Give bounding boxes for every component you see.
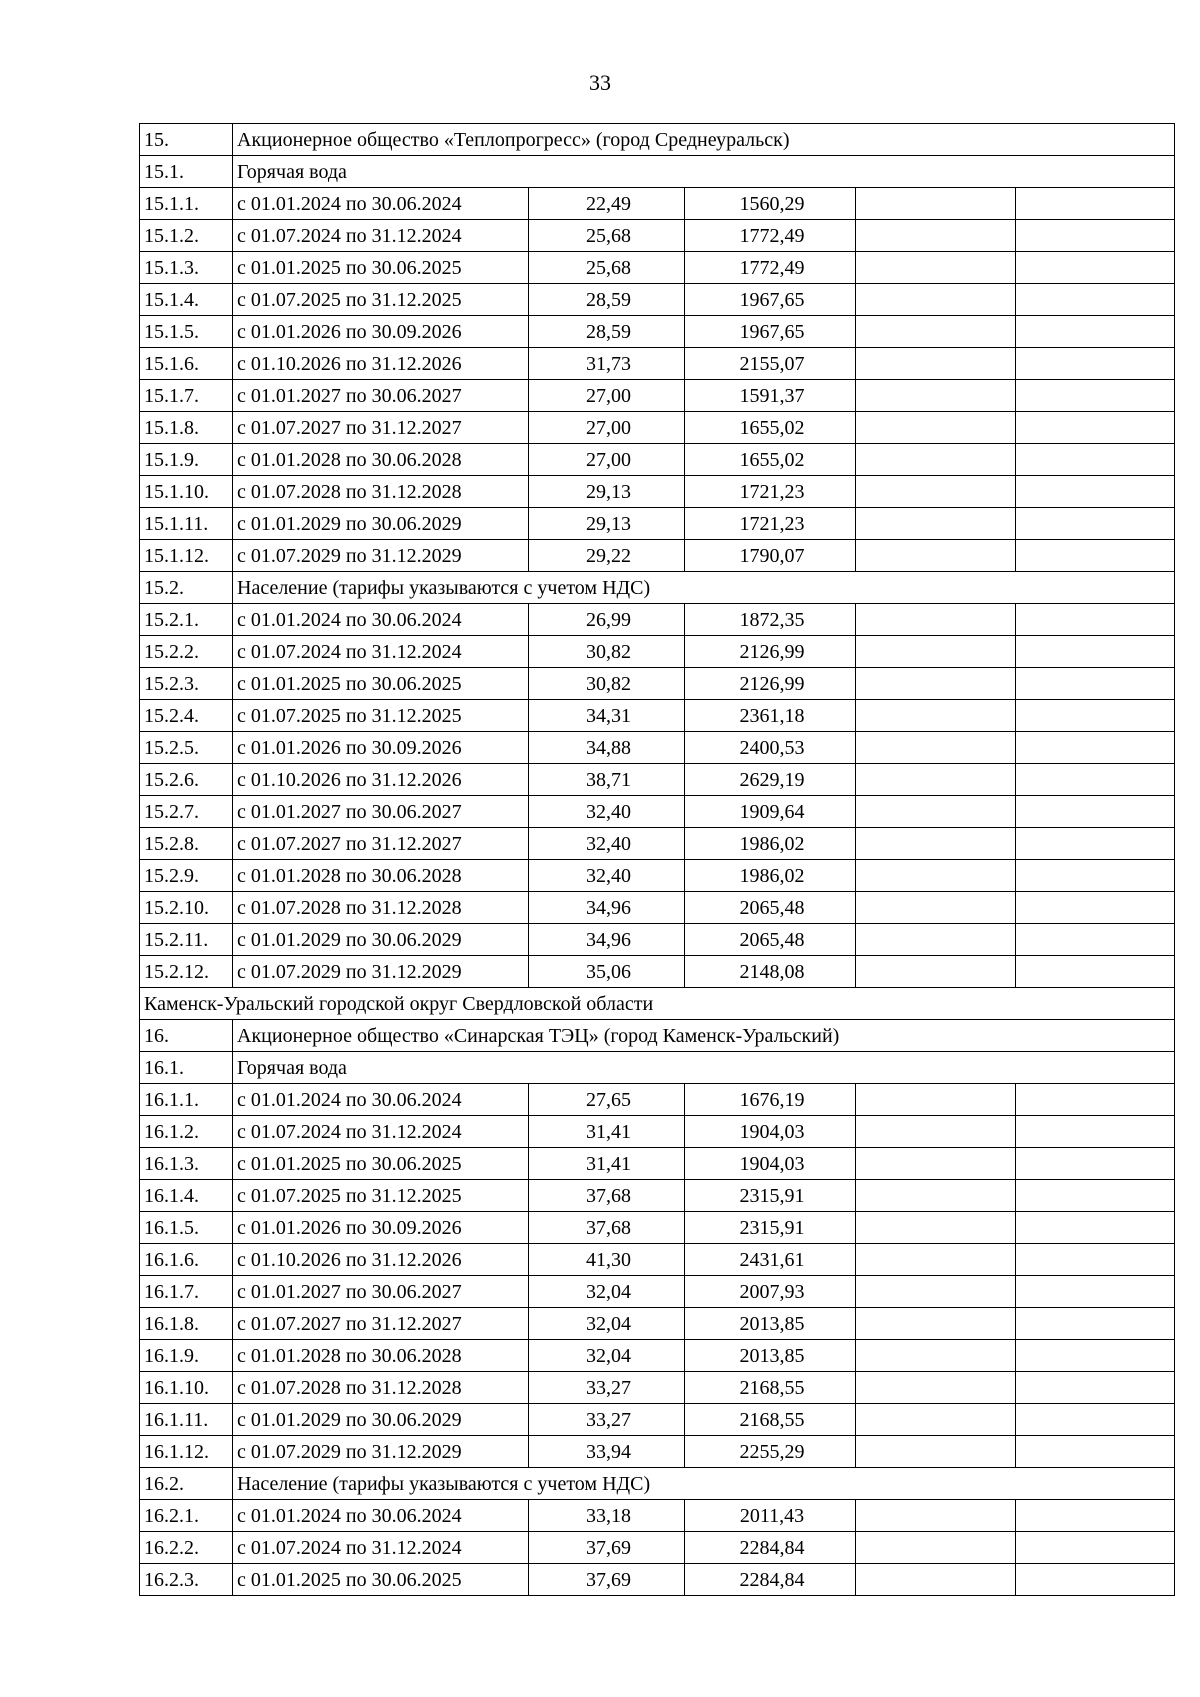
- rate-cell: 37,68: [529, 1212, 685, 1244]
- rate-cell: 29,13: [529, 508, 685, 540]
- tariff-cell: 1772,49: [685, 220, 856, 252]
- table-row: [140, 284, 1175, 316]
- tariff-cell: 2126,99: [685, 668, 856, 700]
- period-cell: с 01.10.2026 по 31.12.2026: [233, 764, 529, 796]
- empty-cell: [1016, 444, 1175, 476]
- table-row: [140, 924, 1175, 956]
- rate-cell: 27,00: [529, 380, 685, 412]
- empty-cell: [856, 892, 1016, 924]
- empty-cell: [856, 1116, 1016, 1148]
- period-cell: с 01.07.2029 по 31.12.2029: [233, 1436, 529, 1468]
- empty-cell: [856, 924, 1016, 956]
- empty-cell: [856, 444, 1016, 476]
- group-title: Горячая вода: [233, 1052, 1175, 1084]
- rate-cell: 31,41: [529, 1116, 685, 1148]
- empty-cell: [856, 1564, 1016, 1596]
- empty-cell: [1016, 476, 1175, 508]
- tariff-cell: 1904,03: [685, 1148, 856, 1180]
- row-code: 15.1.12.: [140, 540, 233, 572]
- row-code: 15.1.7.: [140, 380, 233, 412]
- table-row: [140, 1212, 1175, 1244]
- period-cell: с 01.07.2029 по 31.12.2029: [233, 540, 529, 572]
- tariff-cell: 1986,02: [685, 860, 856, 892]
- empty-cell: [856, 796, 1016, 828]
- empty-cell: [1016, 828, 1175, 860]
- table-row: [140, 700, 1175, 732]
- empty-cell: [856, 1436, 1016, 1468]
- empty-cell: [1016, 252, 1175, 284]
- table-row: [140, 1276, 1175, 1308]
- empty-cell: [856, 220, 1016, 252]
- period-cell: с 01.01.2025 по 30.06.2025: [233, 1564, 529, 1596]
- period-cell: с 01.07.2025 по 31.12.2025: [233, 284, 529, 316]
- rate-cell: 26,99: [529, 604, 685, 636]
- empty-cell: [1016, 220, 1175, 252]
- tariff-cell: 2155,07: [685, 348, 856, 380]
- rate-cell: 37,68: [529, 1180, 685, 1212]
- period-cell: с 01.01.2027 по 30.06.2027: [233, 796, 529, 828]
- period-cell: с 01.01.2029 по 30.06.2029: [233, 1404, 529, 1436]
- empty-cell: [856, 412, 1016, 444]
- row-code: 16.1.3.: [140, 1148, 233, 1180]
- tariff-cell: 2007,93: [685, 1276, 856, 1308]
- empty-cell: [1016, 1244, 1175, 1276]
- empty-cell: [1016, 892, 1175, 924]
- row-code: 16.2.1.: [140, 1500, 233, 1532]
- rate-cell: 34,96: [529, 924, 685, 956]
- rate-cell: 32,40: [529, 860, 685, 892]
- group-title: Акционерное общество «Теплопрогресс» (город Среднеуральск): [233, 124, 1175, 156]
- tariff-cell: 1676,19: [685, 1084, 856, 1116]
- group-header-row: [140, 1020, 1175, 1052]
- row-code: 15.1.5.: [140, 316, 233, 348]
- rate-cell: 33,27: [529, 1372, 685, 1404]
- period-cell: с 01.01.2027 по 30.06.2027: [233, 1276, 529, 1308]
- table-row: [140, 636, 1175, 668]
- row-code: 15.1.8.: [140, 412, 233, 444]
- empty-cell: [1016, 636, 1175, 668]
- group-header-row: [140, 1468, 1175, 1500]
- empty-cell: [1016, 316, 1175, 348]
- empty-cell: [1016, 1436, 1175, 1468]
- rate-cell: 22,49: [529, 188, 685, 220]
- row-code: 16.2.2.: [140, 1532, 233, 1564]
- table-row: [140, 732, 1175, 764]
- tariff-cell: 2065,48: [685, 892, 856, 924]
- row-code: 15.: [140, 124, 233, 156]
- period-cell: с 01.01.2026 по 30.09.2026: [233, 732, 529, 764]
- rate-cell: 29,22: [529, 540, 685, 572]
- empty-cell: [856, 284, 1016, 316]
- row-code: 16.1.6.: [140, 1244, 233, 1276]
- period-cell: с 01.01.2026 по 30.09.2026: [233, 1212, 529, 1244]
- empty-cell: [1016, 1372, 1175, 1404]
- tariff-cell: 2315,91: [685, 1212, 856, 1244]
- period-cell: с 01.07.2024 по 31.12.2024: [233, 220, 529, 252]
- period-cell: с 01.07.2028 по 31.12.2028: [233, 1372, 529, 1404]
- row-code: 15.2.1.: [140, 604, 233, 636]
- tariff-cell: 2315,91: [685, 1180, 856, 1212]
- period-cell: с 01.01.2028 по 30.06.2028: [233, 1340, 529, 1372]
- period-cell: с 01.07.2027 по 31.12.2027: [233, 1308, 529, 1340]
- tariff-cell: 1655,02: [685, 444, 856, 476]
- row-code: 16.1.11.: [140, 1404, 233, 1436]
- empty-cell: [856, 732, 1016, 764]
- tariff-cell: 2148,08: [685, 956, 856, 988]
- table-row: [140, 1404, 1175, 1436]
- table-row: [140, 476, 1175, 508]
- tariff-cell: 1967,65: [685, 284, 856, 316]
- rate-cell: 33,94: [529, 1436, 685, 1468]
- empty-cell: [856, 380, 1016, 412]
- row-code: 15.1.10.: [140, 476, 233, 508]
- period-cell: с 01.01.2025 по 30.06.2025: [233, 252, 529, 284]
- rate-cell: 32,04: [529, 1340, 685, 1372]
- row-code: 15.2.5.: [140, 732, 233, 764]
- rate-cell: 32,40: [529, 796, 685, 828]
- row-code: 16.1.7.: [140, 1276, 233, 1308]
- empty-cell: [856, 1340, 1016, 1372]
- empty-cell: [1016, 764, 1175, 796]
- empty-cell: [1016, 796, 1175, 828]
- rate-cell: 27,00: [529, 412, 685, 444]
- rate-cell: 32,40: [529, 828, 685, 860]
- empty-cell: [1016, 604, 1175, 636]
- row-code: 15.2.3.: [140, 668, 233, 700]
- period-cell: с 01.01.2028 по 30.06.2028: [233, 444, 529, 476]
- empty-cell: [856, 1212, 1016, 1244]
- table-row: [140, 796, 1175, 828]
- row-code: 16.1.10.: [140, 1372, 233, 1404]
- rate-cell: 32,04: [529, 1276, 685, 1308]
- tariff-cell: 1872,35: [685, 604, 856, 636]
- tariff-cell: 2013,85: [685, 1340, 856, 1372]
- row-code: 15.1.3.: [140, 252, 233, 284]
- group-title: Население (тарифы указываются с учетом НДС): [233, 1468, 1175, 1500]
- table-row: [140, 956, 1175, 988]
- period-cell: с 01.07.2028 по 31.12.2028: [233, 892, 529, 924]
- row-code: 15.1.: [140, 156, 233, 188]
- empty-cell: [1016, 508, 1175, 540]
- tariff-cell: 2065,48: [685, 924, 856, 956]
- rate-cell: 30,82: [529, 668, 685, 700]
- empty-cell: [1016, 1340, 1175, 1372]
- empty-cell: [1016, 284, 1175, 316]
- period-cell: с 01.01.2024 по 30.06.2024: [233, 188, 529, 220]
- section-row: [140, 988, 1175, 1020]
- tariff-cell: 2168,55: [685, 1372, 856, 1404]
- empty-cell: [1016, 1564, 1175, 1596]
- period-cell: с 01.07.2027 по 31.12.2027: [233, 828, 529, 860]
- row-code: 16.1.12.: [140, 1436, 233, 1468]
- table-row: [140, 540, 1175, 572]
- table-row: [140, 828, 1175, 860]
- row-code: 15.1.6.: [140, 348, 233, 380]
- rate-cell: 34,96: [529, 892, 685, 924]
- tariff-cell: 1591,37: [685, 380, 856, 412]
- tariff-cell: 1655,02: [685, 412, 856, 444]
- period-cell: с 01.10.2026 по 31.12.2026: [233, 348, 529, 380]
- table-row: [140, 860, 1175, 892]
- tariff-cell: 2011,43: [685, 1500, 856, 1532]
- table-row: [140, 508, 1175, 540]
- empty-cell: [856, 1276, 1016, 1308]
- empty-cell: [1016, 348, 1175, 380]
- row-code: 15.2.4.: [140, 700, 233, 732]
- empty-cell: [856, 348, 1016, 380]
- row-code: 15.1.11.: [140, 508, 233, 540]
- table-row: [140, 892, 1175, 924]
- tariff-cell: 2431,61: [685, 1244, 856, 1276]
- empty-cell: [856, 476, 1016, 508]
- empty-cell: [1016, 412, 1175, 444]
- empty-cell: [1016, 188, 1175, 220]
- empty-cell: [856, 1148, 1016, 1180]
- empty-cell: [856, 1532, 1016, 1564]
- row-code: 15.2.11.: [140, 924, 233, 956]
- empty-cell: [856, 860, 1016, 892]
- group-title: Горячая вода: [233, 156, 1175, 188]
- empty-cell: [1016, 668, 1175, 700]
- table-row: [140, 1564, 1175, 1596]
- rate-cell: 27,65: [529, 1084, 685, 1116]
- rate-cell: 34,88: [529, 732, 685, 764]
- period-cell: с 01.01.2027 по 30.06.2027: [233, 380, 529, 412]
- table-row: [140, 1148, 1175, 1180]
- period-cell: с 01.07.2024 по 31.12.2024: [233, 636, 529, 668]
- section-title: Каменск-Уральский городской округ Свердловской области: [140, 988, 1175, 1020]
- tariff-cell: 1790,07: [685, 540, 856, 572]
- table-row: [140, 1116, 1175, 1148]
- tariff-cell: 1721,23: [685, 508, 856, 540]
- rate-cell: 37,69: [529, 1564, 685, 1596]
- rate-cell: 31,41: [529, 1148, 685, 1180]
- period-cell: с 01.07.2024 по 31.12.2024: [233, 1532, 529, 1564]
- tariff-cell: 2255,29: [685, 1436, 856, 1468]
- period-cell: с 01.01.2025 по 30.06.2025: [233, 668, 529, 700]
- table-row: [140, 1372, 1175, 1404]
- rate-cell: 37,69: [529, 1532, 685, 1564]
- rate-cell: 25,68: [529, 252, 685, 284]
- row-code: 15.2.7.: [140, 796, 233, 828]
- rate-cell: 35,06: [529, 956, 685, 988]
- empty-cell: [1016, 1212, 1175, 1244]
- empty-cell: [856, 1500, 1016, 1532]
- table-row: [140, 188, 1175, 220]
- rate-cell: 41,30: [529, 1244, 685, 1276]
- table-row: [140, 604, 1175, 636]
- tariff-cell: 1721,23: [685, 476, 856, 508]
- rate-cell: 28,59: [529, 316, 685, 348]
- empty-cell: [1016, 1500, 1175, 1532]
- group-header-row: [140, 156, 1175, 188]
- empty-cell: [1016, 1180, 1175, 1212]
- rate-cell: 33,27: [529, 1404, 685, 1436]
- tariff-cell: 2168,55: [685, 1404, 856, 1436]
- empty-cell: [1016, 1276, 1175, 1308]
- row-code: 15.2.10.: [140, 892, 233, 924]
- tariff-cell: 1772,49: [685, 252, 856, 284]
- empty-cell: [856, 604, 1016, 636]
- tariff-cell: 2629,19: [685, 764, 856, 796]
- row-code: 16.1.9.: [140, 1340, 233, 1372]
- empty-cell: [856, 828, 1016, 860]
- empty-cell: [856, 764, 1016, 796]
- tariff-cell: 2400,53: [685, 732, 856, 764]
- rate-cell: 30,82: [529, 636, 685, 668]
- empty-cell: [856, 1244, 1016, 1276]
- rate-cell: 29,13: [529, 476, 685, 508]
- tariff-cell: 1986,02: [685, 828, 856, 860]
- empty-cell: [1016, 700, 1175, 732]
- empty-cell: [856, 636, 1016, 668]
- rate-cell: 33,18: [529, 1500, 685, 1532]
- empty-cell: [1016, 1532, 1175, 1564]
- tariff-table: [139, 123, 1175, 1596]
- rate-cell: 34,31: [529, 700, 685, 732]
- period-cell: с 01.07.2025 по 31.12.2025: [233, 700, 529, 732]
- empty-cell: [856, 956, 1016, 988]
- tariff-cell: 2361,18: [685, 700, 856, 732]
- empty-cell: [856, 252, 1016, 284]
- row-code: 16.1.8.: [140, 1308, 233, 1340]
- empty-cell: [856, 1308, 1016, 1340]
- empty-cell: [856, 1404, 1016, 1436]
- period-cell: с 01.07.2027 по 31.12.2027: [233, 412, 529, 444]
- table-row: [140, 764, 1175, 796]
- row-code: 16.2.3.: [140, 1564, 233, 1596]
- row-code: 16.1.1.: [140, 1084, 233, 1116]
- rate-cell: 25,68: [529, 220, 685, 252]
- table-row: [140, 1340, 1175, 1372]
- empty-cell: [1016, 380, 1175, 412]
- table-row: [140, 444, 1175, 476]
- empty-cell: [1016, 1148, 1175, 1180]
- tariff-cell: 1904,03: [685, 1116, 856, 1148]
- row-code: 15.1.2.: [140, 220, 233, 252]
- period-cell: с 01.01.2028 по 30.06.2028: [233, 860, 529, 892]
- group-title: Акционерное общество «Синарская ТЭЦ» (город Каменск-Уральский): [233, 1020, 1175, 1052]
- row-code: 15.2.12.: [140, 956, 233, 988]
- rate-cell: 31,73: [529, 348, 685, 380]
- empty-cell: [856, 668, 1016, 700]
- table-row: [140, 1180, 1175, 1212]
- row-code: 15.1.4.: [140, 284, 233, 316]
- period-cell: с 01.01.2029 по 30.06.2029: [233, 508, 529, 540]
- row-code: 15.2.9.: [140, 860, 233, 892]
- group-title: Население (тарифы указываются с учетом НДС): [233, 572, 1175, 604]
- row-code: 15.2.6.: [140, 764, 233, 796]
- empty-cell: [856, 316, 1016, 348]
- tariff-cell: 2284,84: [685, 1564, 856, 1596]
- table-row: [140, 380, 1175, 412]
- table-row: [140, 316, 1175, 348]
- row-code: 15.2.: [140, 572, 233, 604]
- empty-cell: [856, 1180, 1016, 1212]
- period-cell: с 01.01.2025 по 30.06.2025: [233, 1148, 529, 1180]
- rate-cell: 27,00: [529, 444, 685, 476]
- period-cell: с 01.01.2029 по 30.06.2029: [233, 924, 529, 956]
- empty-cell: [856, 1372, 1016, 1404]
- empty-cell: [856, 508, 1016, 540]
- row-code: 16.1.5.: [140, 1212, 233, 1244]
- rate-cell: 28,59: [529, 284, 685, 316]
- tariff-cell: 1967,65: [685, 316, 856, 348]
- empty-cell: [1016, 860, 1175, 892]
- table-row: [140, 1436, 1175, 1468]
- row-code: 15.1.1.: [140, 188, 233, 220]
- empty-cell: [1016, 540, 1175, 572]
- table-row: [140, 348, 1175, 380]
- row-code: 16.1.4.: [140, 1180, 233, 1212]
- empty-cell: [1016, 924, 1175, 956]
- empty-cell: [1016, 1084, 1175, 1116]
- table-row: [140, 1084, 1175, 1116]
- empty-cell: [1016, 1308, 1175, 1340]
- period-cell: с 01.01.2024 по 30.06.2024: [233, 604, 529, 636]
- row-code: 16.1.2.: [140, 1116, 233, 1148]
- empty-cell: [1016, 1116, 1175, 1148]
- group-header-row: [140, 572, 1175, 604]
- tariff-cell: 1909,64: [685, 796, 856, 828]
- empty-cell: [856, 700, 1016, 732]
- group-header-row: [140, 1052, 1175, 1084]
- period-cell: с 01.07.2028 по 31.12.2028: [233, 476, 529, 508]
- empty-cell: [856, 1084, 1016, 1116]
- row-code: 16.: [140, 1020, 233, 1052]
- table-row: [140, 668, 1175, 700]
- empty-cell: [1016, 732, 1175, 764]
- tariff-table-body: [140, 124, 1175, 1596]
- row-code: 16.1.: [140, 1052, 233, 1084]
- tariff-cell: 1560,29: [685, 188, 856, 220]
- table-row: [140, 1244, 1175, 1276]
- table-row: [140, 252, 1175, 284]
- row-code: 16.2.: [140, 1468, 233, 1500]
- tariff-cell: 2126,99: [685, 636, 856, 668]
- empty-cell: [1016, 956, 1175, 988]
- row-code: 15.2.8.: [140, 828, 233, 860]
- tariff-cell: 2284,84: [685, 1532, 856, 1564]
- period-cell: с 01.07.2025 по 31.12.2025: [233, 1180, 529, 1212]
- rate-cell: 38,71: [529, 764, 685, 796]
- rate-cell: 32,04: [529, 1308, 685, 1340]
- period-cell: с 01.01.2026 по 30.09.2026: [233, 316, 529, 348]
- empty-cell: [1016, 1404, 1175, 1436]
- table-row: [140, 1532, 1175, 1564]
- period-cell: с 01.07.2024 по 31.12.2024: [233, 1116, 529, 1148]
- empty-cell: [856, 540, 1016, 572]
- page-number: 33: [589, 70, 611, 95]
- tariff-cell: 2013,85: [685, 1308, 856, 1340]
- period-cell: с 01.07.2029 по 31.12.2029: [233, 956, 529, 988]
- table-row: [140, 1308, 1175, 1340]
- period-cell: с 01.10.2026 по 31.12.2026: [233, 1244, 529, 1276]
- table-row: [140, 412, 1175, 444]
- table-row: [140, 1500, 1175, 1532]
- row-code: 15.1.9.: [140, 444, 233, 476]
- empty-cell: [856, 188, 1016, 220]
- table-row: [140, 220, 1175, 252]
- group-header-row: [140, 124, 1175, 156]
- period-cell: с 01.01.2024 по 30.06.2024: [233, 1500, 529, 1532]
- row-code: 15.2.2.: [140, 636, 233, 668]
- period-cell: с 01.01.2024 по 30.06.2024: [233, 1084, 529, 1116]
